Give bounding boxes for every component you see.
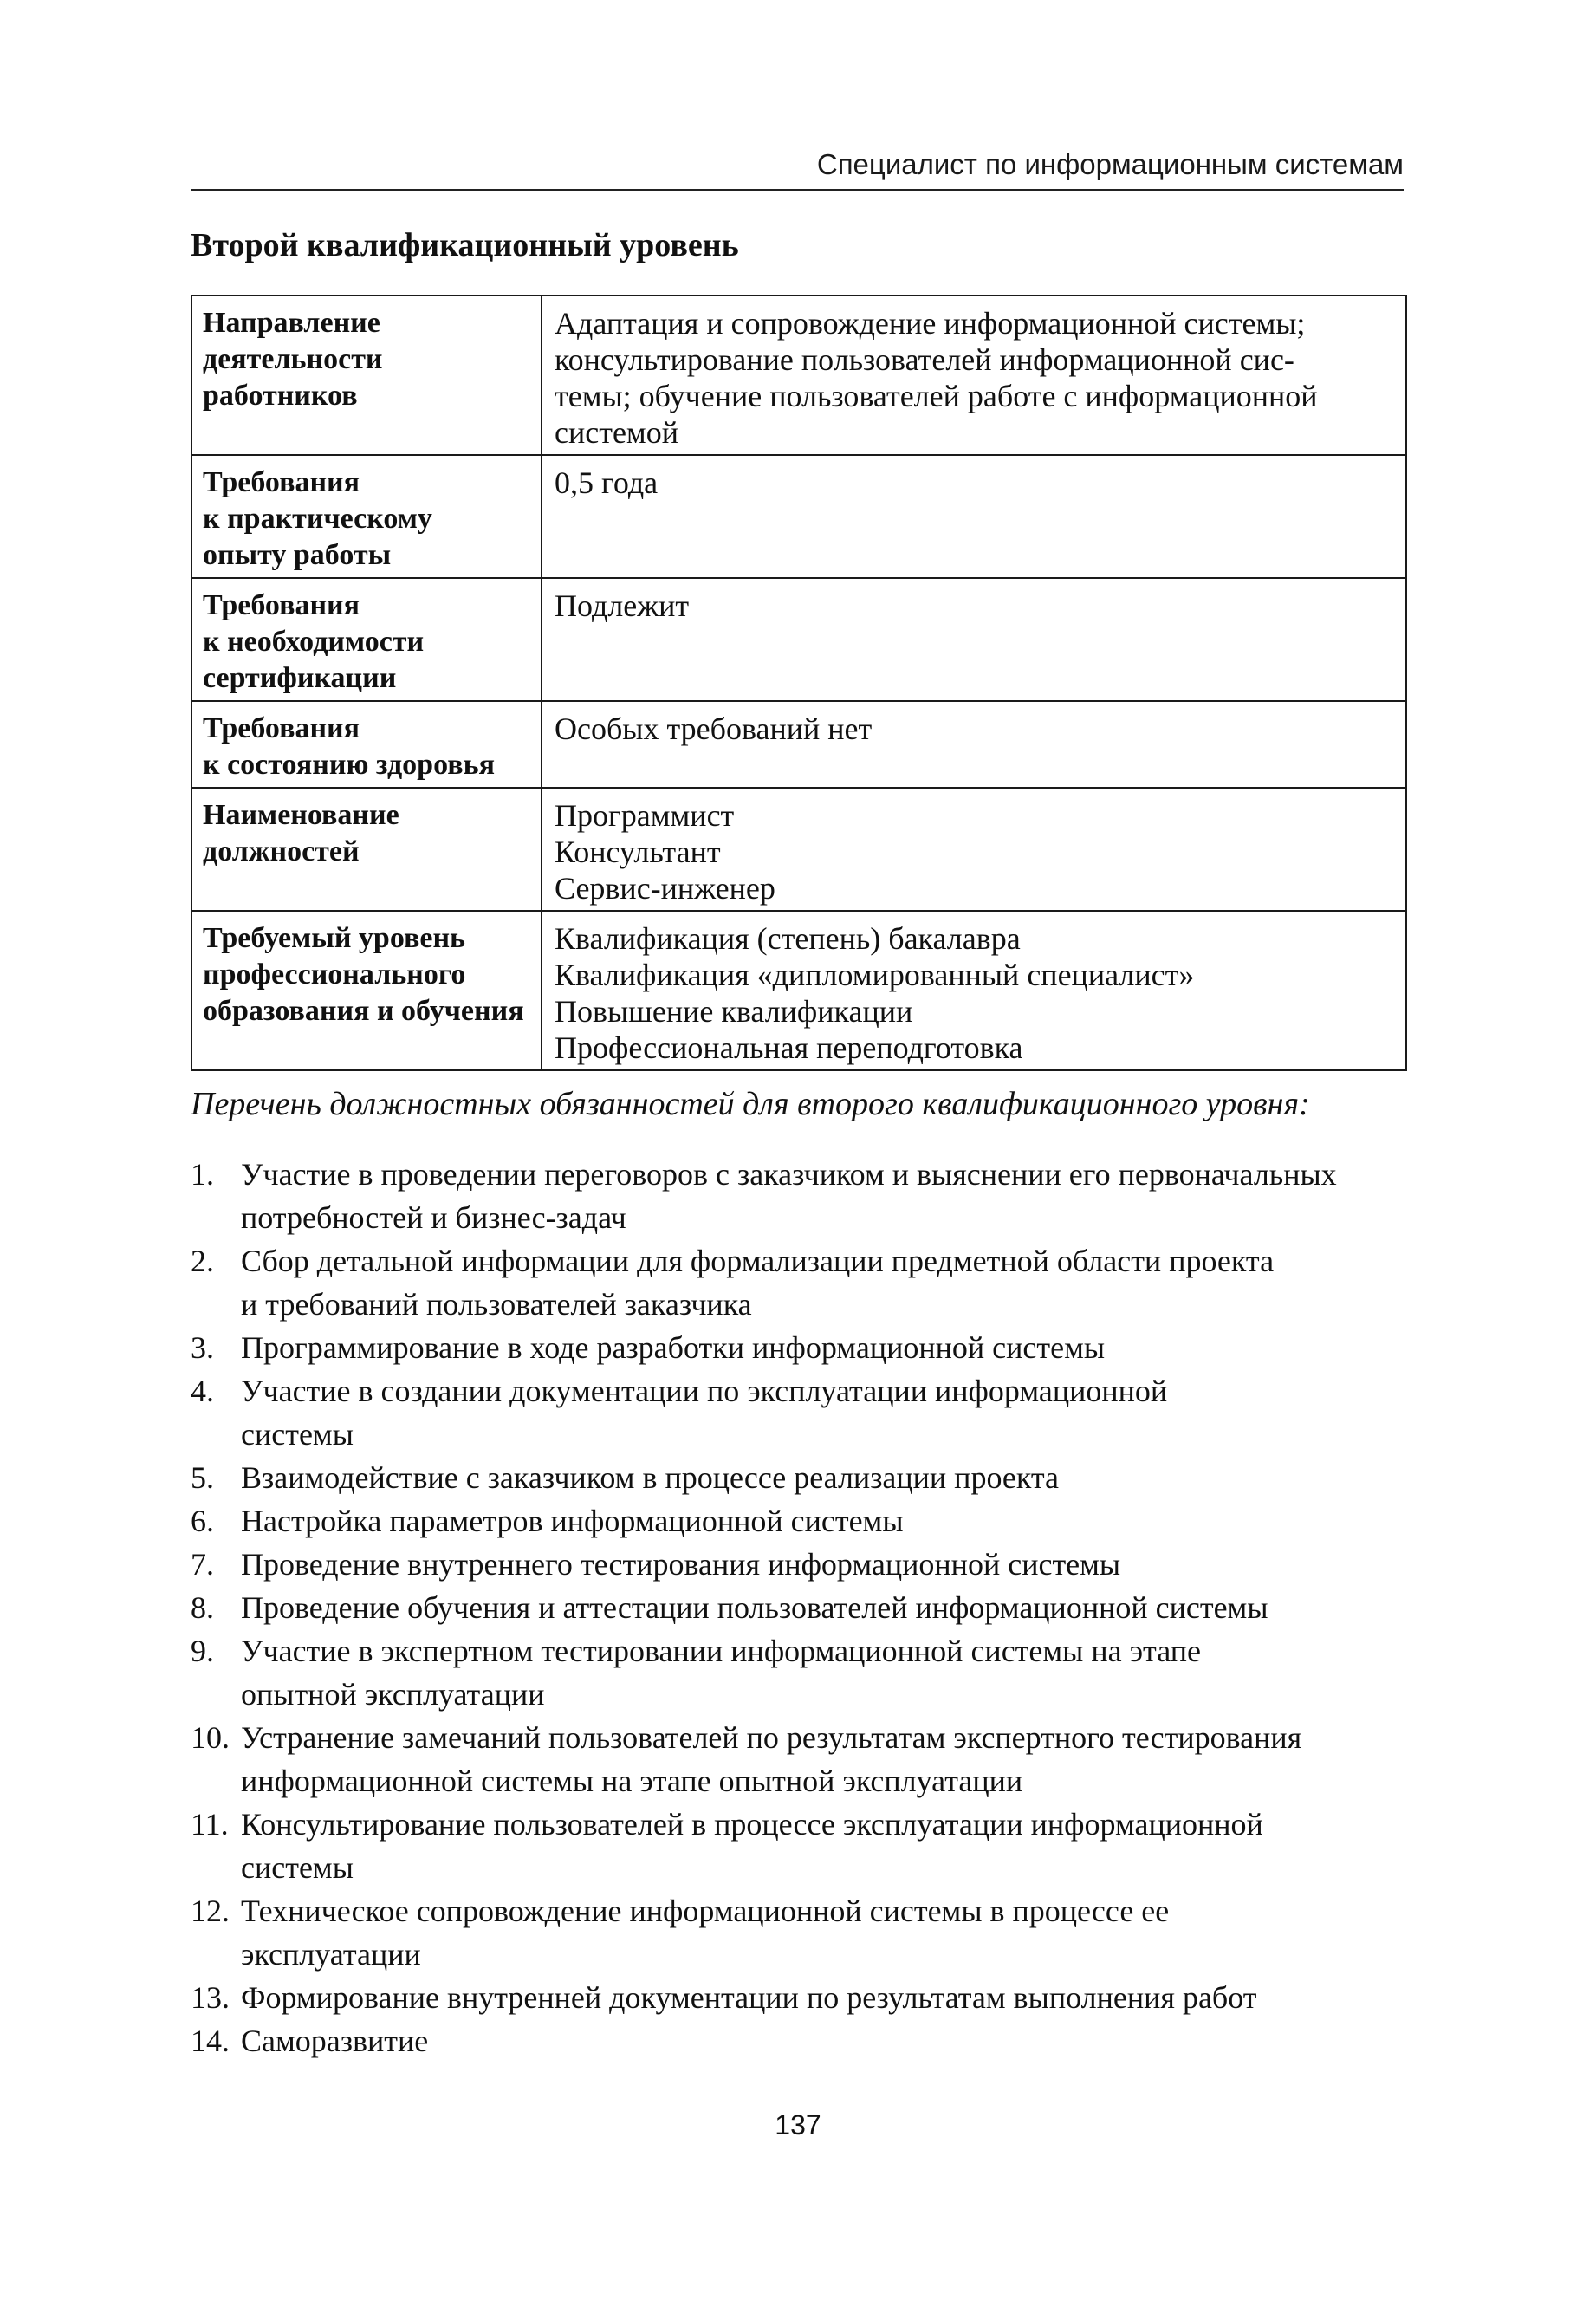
qualification-table bbox=[191, 295, 1407, 1071]
value-line: Повышение квалификации bbox=[555, 994, 913, 1029]
row-label bbox=[191, 578, 542, 701]
row-value bbox=[542, 701, 1406, 788]
row-label bbox=[191, 701, 542, 788]
list-item-text: Участие в проведении переговоров с заказчиком и выяснении его первоначальных bbox=[241, 1157, 1337, 1192]
list-item-text: Консультирование пользователей в процессе эксплуатации информационной bbox=[241, 1807, 1263, 1842]
row-value bbox=[542, 296, 1406, 455]
label-line: деятельности bbox=[203, 343, 383, 375]
table-row-education bbox=[191, 911, 1406, 1070]
value-line: Сервис-инженер bbox=[555, 871, 775, 906]
row-label bbox=[191, 788, 542, 911]
list-item-text: системы bbox=[241, 1850, 354, 1885]
row-label bbox=[191, 296, 542, 455]
label-line: профессионального bbox=[203, 958, 466, 991]
table-row-positions bbox=[191, 788, 1406, 911]
list-item-number: 9. bbox=[191, 1634, 214, 1668]
list-item-text: системы bbox=[241, 1417, 354, 1452]
list-item-text: Устранение замечаний пользователей по результатам экспертного тестирования bbox=[241, 1720, 1302, 1755]
list-item-number: 13. bbox=[191, 1980, 230, 2015]
value-line: системой bbox=[555, 415, 678, 450]
list-item bbox=[191, 1499, 1421, 1543]
value-line: Квалификация (степень) бакалавра bbox=[555, 921, 1021, 956]
list-item-number: 14. bbox=[191, 2024, 230, 2058]
label-line: Требования bbox=[203, 466, 360, 498]
table-row-activity-direction bbox=[191, 296, 1406, 455]
row-value bbox=[542, 911, 1406, 1070]
list-item-number: 10. bbox=[191, 1720, 230, 1755]
label-line: образования и обучения bbox=[203, 995, 524, 1027]
list-item-text: Программирование в ходе разработки информационной системы bbox=[241, 1330, 1106, 1365]
list-item bbox=[191, 1716, 1421, 1803]
list-item-text: и требований пользователей заказчика bbox=[241, 1287, 752, 1322]
list-item-number: 4. bbox=[191, 1374, 214, 1408]
row-label bbox=[191, 911, 542, 1070]
list-item-number: 8. bbox=[191, 1590, 214, 1625]
page-number: 137 bbox=[775, 2109, 821, 2141]
label-line: к состоянию здоровья bbox=[203, 749, 495, 781]
label-line: Направление bbox=[203, 307, 380, 339]
list-item bbox=[191, 1326, 1421, 1369]
list-item-number: 5. bbox=[191, 1460, 214, 1495]
list-item-number: 12. bbox=[191, 1894, 230, 1928]
list-item-text: Саморазвитие bbox=[241, 2024, 429, 2058]
list-item bbox=[191, 1153, 1421, 1239]
value-line: Программист bbox=[555, 798, 735, 833]
list-item-number: 6. bbox=[191, 1504, 214, 1538]
list-item-text: Участие в экспертном тестировании информационной системы на этапе bbox=[241, 1634, 1201, 1668]
table-row-experience bbox=[191, 455, 1406, 578]
list-item bbox=[191, 1543, 1421, 1586]
list-item-number: 7. bbox=[191, 1547, 214, 1582]
label-line: Требования bbox=[203, 712, 360, 744]
label-line: Наименование bbox=[203, 799, 399, 831]
list-item-text: потребностей и бизнес-задач bbox=[241, 1200, 626, 1235]
list-item-number: 1. bbox=[191, 1157, 214, 1192]
value-line: Адаптация и сопровождение информационной системы; bbox=[555, 306, 1306, 341]
label-line: к необходимости bbox=[203, 626, 425, 658]
label-line: сертификации bbox=[203, 662, 397, 694]
list-item bbox=[191, 1629, 1421, 1716]
value-line: темы; обучение пользователей работе с информационной bbox=[555, 379, 1318, 413]
section-title: Второй квалификационный уровень bbox=[191, 227, 739, 263]
value-line: Квалификация «дипломированный специалист» bbox=[555, 958, 1195, 992]
list-item-number: 2. bbox=[191, 1244, 214, 1278]
duties-list bbox=[191, 1153, 1421, 2063]
list-item-text: Сбор детальной информации для формализации предметной области проекта bbox=[241, 1244, 1275, 1278]
list-item-text: Проведение обучения и аттестации пользователей информационной системы bbox=[241, 1590, 1268, 1625]
list-item-text: опытной эксплуатации bbox=[241, 1677, 545, 1712]
row-label bbox=[191, 455, 542, 578]
list-item bbox=[191, 2019, 1421, 2063]
list-item bbox=[191, 1239, 1421, 1326]
value-line: консультирование пользователей информационной сис- bbox=[555, 342, 1294, 377]
list-item-text: Настройка параметров информационной системы bbox=[241, 1504, 904, 1538]
label-line: опыту работы bbox=[203, 539, 392, 571]
duties-heading: Перечень должностных обязанностей для второго квалификационного уровня: bbox=[191, 1086, 1310, 1122]
label-line: к практическому bbox=[203, 503, 432, 535]
table-row-certification bbox=[191, 578, 1406, 701]
list-item-text: Взаимодействие с заказчиком в процессе реализации проекта bbox=[241, 1460, 1060, 1495]
value-line: Консультант bbox=[555, 835, 721, 869]
list-item-text: информационной системы на этапе опытной эксплуатации bbox=[241, 1764, 1023, 1798]
list-item-number: 3. bbox=[191, 1330, 214, 1365]
list-item-text: Техническое сопровождение информационной системы в процессе ее bbox=[241, 1894, 1170, 1928]
list-item-text: эксплуатации bbox=[241, 1937, 421, 1972]
running-header: Специалист по информационным системам bbox=[191, 147, 1404, 191]
value-line: Особых требований нет bbox=[555, 711, 873, 746]
row-value bbox=[542, 455, 1406, 578]
label-line: работников bbox=[203, 380, 358, 412]
list-item bbox=[191, 1456, 1421, 1499]
label-line: Требуемый уровень bbox=[203, 922, 466, 954]
label-line: Требования bbox=[203, 589, 360, 621]
row-value bbox=[542, 578, 1406, 701]
list-item bbox=[191, 1369, 1421, 1456]
value-line: Подлежит bbox=[555, 588, 690, 623]
value-line: 0,5 года bbox=[555, 465, 659, 500]
row-value bbox=[542, 788, 1406, 911]
value-line: Профессиональная переподготовка bbox=[555, 1030, 1023, 1065]
list-item bbox=[191, 1976, 1421, 2019]
list-item-text: Проведение внутреннего тестирования информационной системы bbox=[241, 1547, 1121, 1582]
table-row-health bbox=[191, 701, 1406, 788]
list-item-text: Участие в создании документации по эксплуатации информационной bbox=[241, 1374, 1168, 1408]
list-item bbox=[191, 1889, 1421, 1976]
list-item bbox=[191, 1586, 1421, 1629]
list-item-text: Формирование внутренней документации по результатам выполнения работ bbox=[241, 1980, 1257, 2015]
label-line: должностей bbox=[203, 835, 360, 867]
list-item bbox=[191, 1803, 1421, 1889]
list-item-number: 11. bbox=[191, 1807, 229, 1842]
